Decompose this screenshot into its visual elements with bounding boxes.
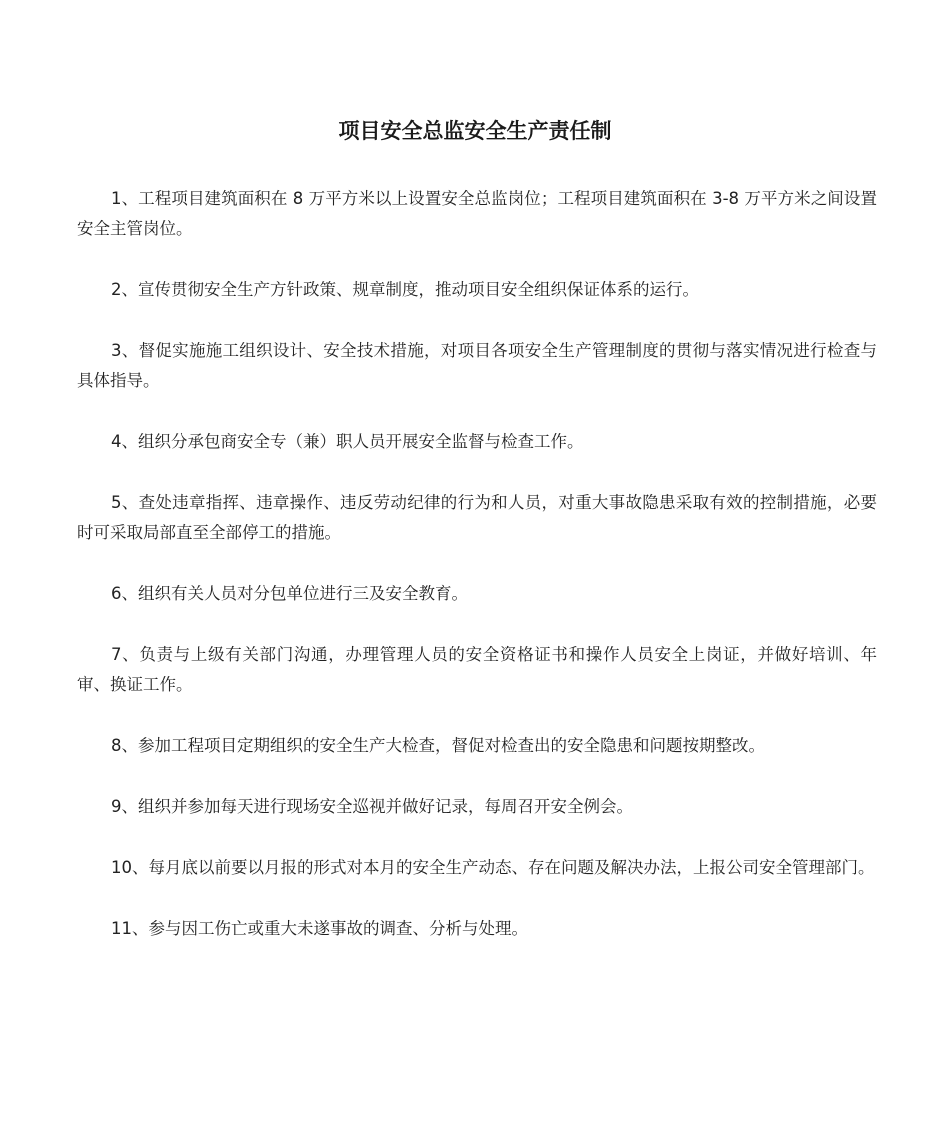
paragraph-9: 9、组织并参加每天进行现场安全巡视并做好记录，每周召开安全例会。 xyxy=(111,797,633,816)
paragraph-1: 1、工程项目建筑面积在 8 万平方米以上设置安全总监岗位；工程项目建筑面积在 3-8 万平方米之间设置安全主管岗位。 xyxy=(77,189,877,238)
paragraph-11: 11、参与因工伤亡或重大未遂事故的调查、分析与处理。 xyxy=(111,919,528,938)
paragraph-8: 8、参加工程项目定期组织的安全生产大检查，督促对检查出的安全隐患和问题按期整改。 xyxy=(111,736,765,755)
paragraph-7: 7、负责与上级有关部门沟通，办理管理人员的安全资格证书和操作人员安全上岗证，并做好培训、年审、换证工作。 xyxy=(77,645,877,694)
document-title: 项目安全总监安全生产责任制 xyxy=(338,119,612,143)
paragraph-5: 5、查处违章指挥、违章操作、违反劳动纪律的行为和人员，对重大事故隐患采取有效的控制措施，必要时可采取局部直至全部停工的措施。 xyxy=(77,493,877,542)
paragraph-2: 2、宣传贯彻安全生产方针政策、规章制度，推动项目安全组织保证体系的运行。 xyxy=(111,280,699,299)
paragraph-4: 4、组织分承包商安全专（兼）职人员开展安全监督与检查工作。 xyxy=(111,432,584,451)
document-body xyxy=(77,184,877,975)
paragraph-6: 6、组织有关人员对分包单位进行三及安全教育。 xyxy=(111,584,468,603)
paragraph-10: 10、每月底以前要以月报的形式对本月的安全生产动态、存在问题及解决办法，上报公司安全管理部门。 xyxy=(111,858,875,877)
paragraph-3: 3、督促实施施工组织设计、安全技术措施，对项目各项安全生产管理制度的贯彻与落实情况进行检查与具体指导。 xyxy=(77,341,877,390)
